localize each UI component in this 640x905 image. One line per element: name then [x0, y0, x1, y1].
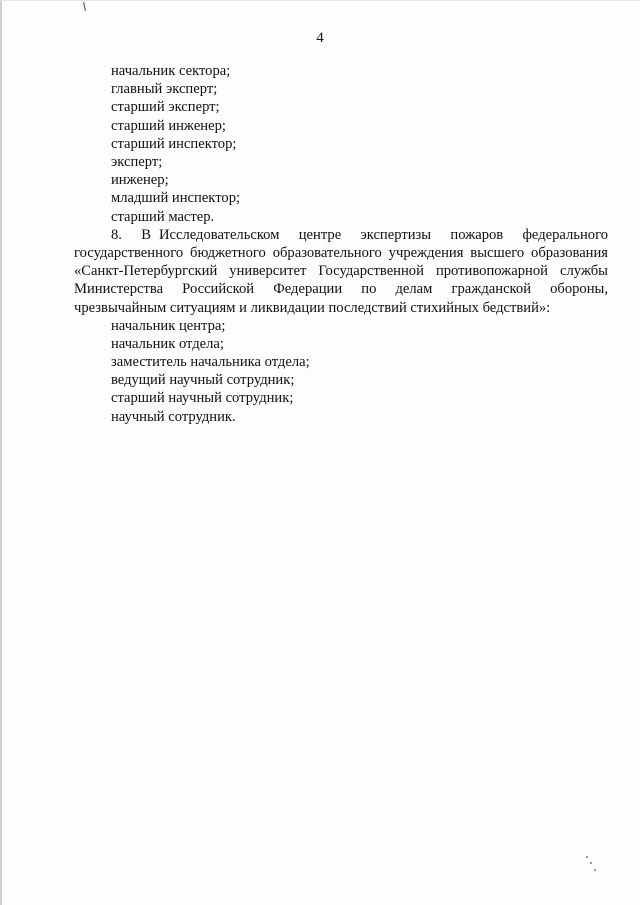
list-item: начальник отдела;	[111, 335, 224, 352]
list-item: старший научный сотрудник;	[111, 390, 294, 407]
list-item: ведущий научный сотрудник;	[111, 372, 295, 389]
document-body	[74, 62, 608, 426]
list-item: научный сотрудник.	[111, 408, 236, 425]
list-item: младший инспектор;	[111, 190, 241, 207]
scan-artifact	[594, 869, 596, 871]
scan-artifact	[586, 856, 588, 858]
list-item: старший инспектор;	[111, 135, 237, 152]
list-item: начальник сектора;	[111, 63, 231, 79]
list-item: эксперт;	[111, 153, 163, 170]
list-item: старший мастер.	[111, 208, 215, 225]
page-number: 4	[316, 30, 324, 46]
section-text: Исследовательском центре экспертизы пожаров федерального государственного бюджетного образовательного учреждения высшего образования «Санкт-Петербургский университет Государственной противопожарной службы Министерства Российской Федерации по делам гражданской обороны, чрезвычайным ситуациям и ликвидации последствий стихийных бедствий»:	[74, 226, 608, 316]
scan-artifact	[590, 862, 592, 864]
scan-artifact	[83, 2, 86, 11]
section-number: 8. В	[111, 226, 151, 243]
list-item: инженер;	[111, 172, 169, 189]
list-item: главный эксперт;	[111, 81, 218, 98]
list-item: старший инженер;	[111, 117, 226, 134]
position-list-top	[74, 62, 608, 226]
position-list-bottom	[74, 317, 608, 426]
list-item: начальник центра;	[111, 317, 226, 334]
list-item: заместитель начальника отдела;	[111, 354, 310, 371]
list-item: старший эксперт;	[111, 99, 220, 116]
section-paragraph	[74, 226, 608, 317]
